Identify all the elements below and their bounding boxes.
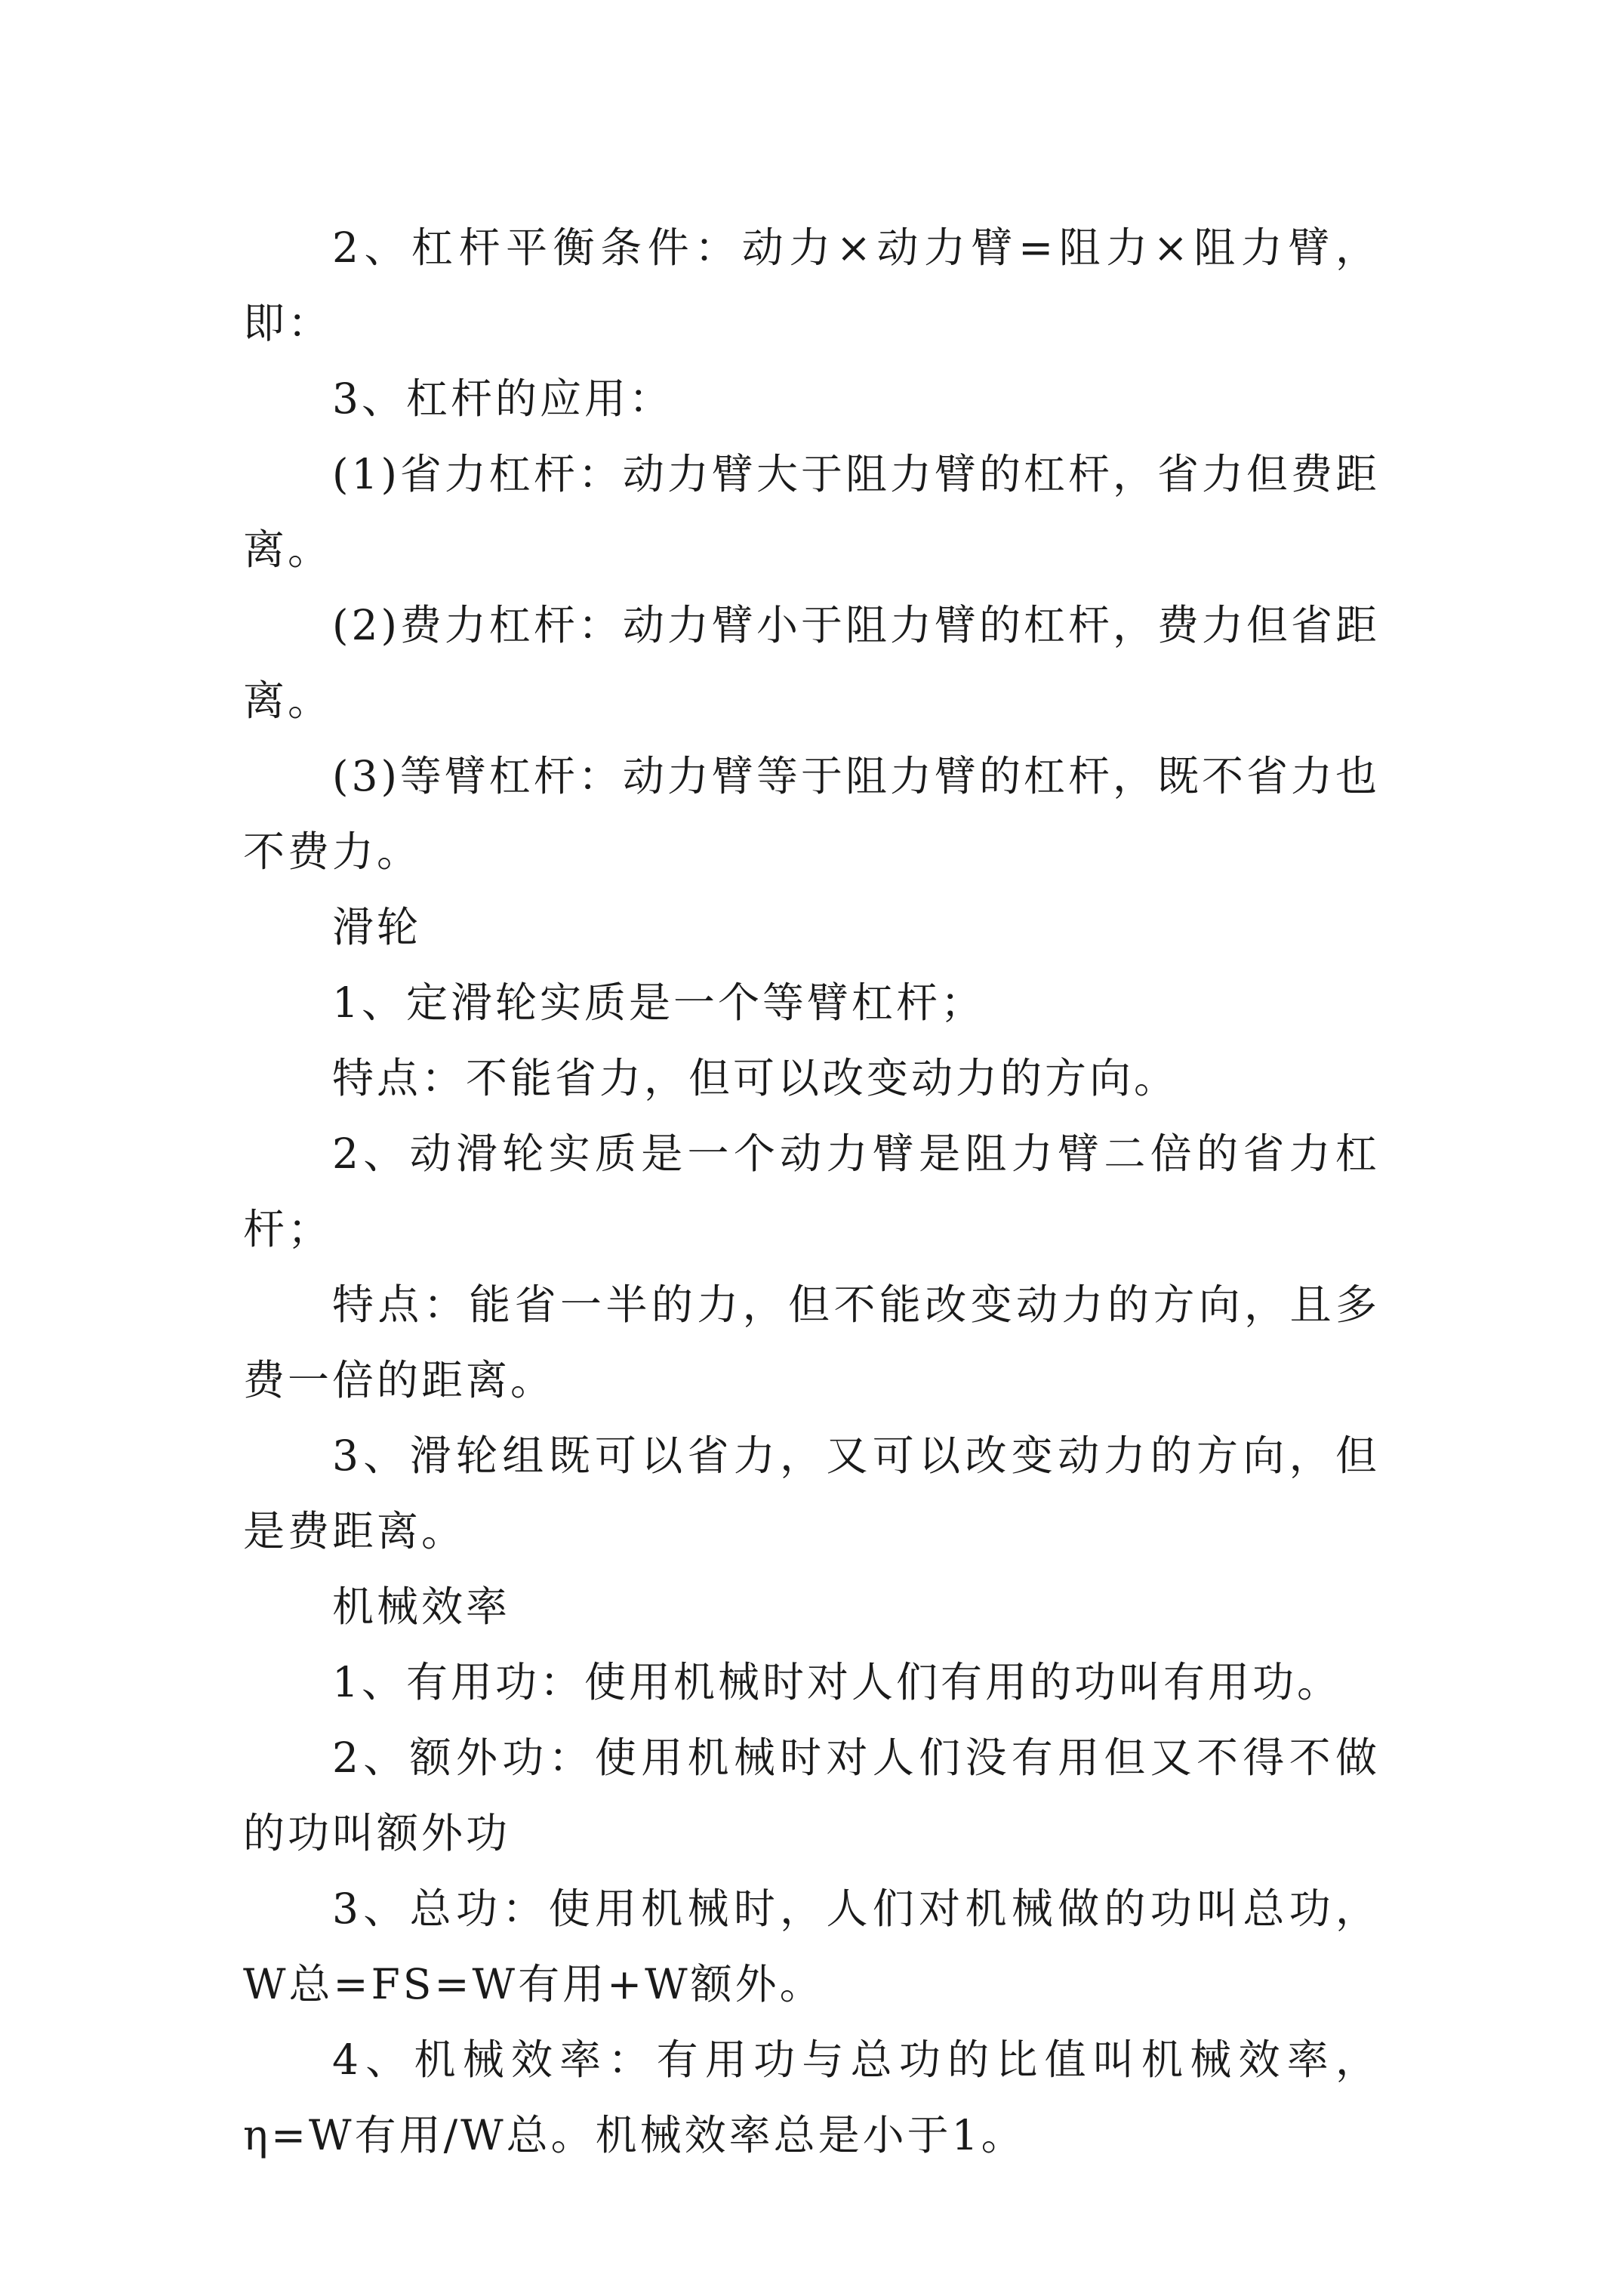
- paragraph-fixed-pulley-features: 特点：不能省力，但可以改变动力的方向。: [332, 1054, 1179, 1102]
- paragraph-useful-work: 1、有用功：使用机械时对人们有用的功叫有用功。: [332, 1658, 1341, 1706]
- paragraph-total-work: 3、总功：使用机械时，人们对机械做的功叫总功，W总=FS=W有用+W额外。: [243, 1885, 1380, 2008]
- paragraph-mechanical-efficiency: 4、机械效率：有用功与总功的比值叫机械效率，η=W有用/W总。机械效率总是小于1。: [243, 2036, 1380, 2159]
- section-heading-mechanical-efficiency: 机械效率: [332, 1583, 511, 1631]
- paragraph-lever-balance-condition: 2、杠杆平衡条件：动力×动力臂=阻力×阻力臂，即：: [243, 223, 1380, 347]
- paragraph-force-saving-lever: (1)省力杠杆：动力臂大于阻力臂的杠杆，省力但费距离。: [243, 450, 1380, 574]
- document-body: [243, 210, 1380, 2173]
- paragraph-extra-work: 2、额外功：使用机械时对人们没有用但又不得不做的功叫额外功: [243, 1734, 1380, 1857]
- paragraph-movable-pulley-features: 特点：能省一半的力，但不能改变动力的方向，且多费一倍的距离。: [243, 1281, 1380, 1404]
- paragraph-force-costing-lever: (2)费力杠杆：动力臂小于阻力臂的杠杆，费力但省距离。: [243, 601, 1380, 725]
- paragraph-fixed-pulley: 1、定滑轮实质是一个等臂杠杆；: [332, 978, 985, 1027]
- section-heading-pulley: 滑轮: [332, 903, 422, 951]
- paragraph-lever-applications: 3、杠杆的应用：: [332, 374, 673, 423]
- paragraph-equal-arm-lever: (3)等臂杠杆：动力臂等于阻力臂的杠杆，既不省力也不费力。: [243, 752, 1380, 876]
- paragraph-movable-pulley: 2、动滑轮实质是一个动力臂是阻力臂二倍的省力杠杆；: [243, 1130, 1380, 1253]
- paragraph-pulley-block: 3、滑轮组既可以省力，又可以改变动力的方向，但是费距离。: [243, 1432, 1380, 1555]
